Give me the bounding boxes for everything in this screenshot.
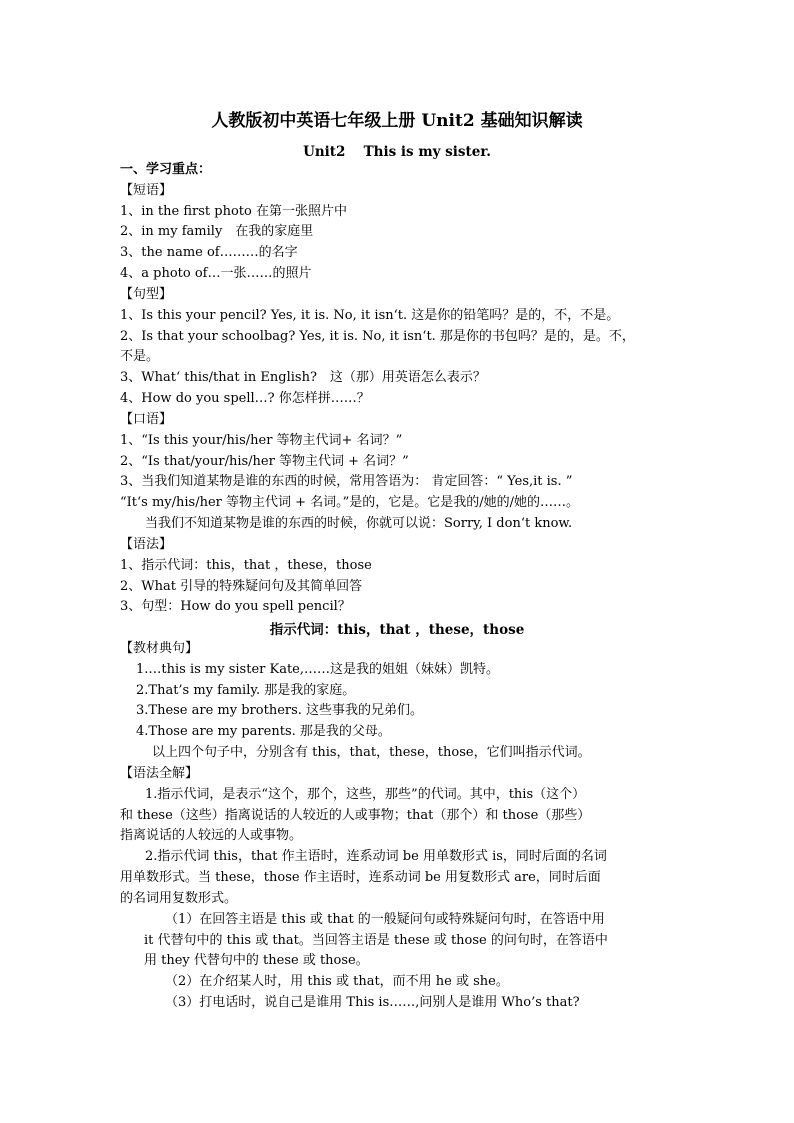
sentence-item: 4、How do you spell…? 你怎样拼……？ (120, 391, 370, 406)
phrase-item: 2、in my family 在我的家庭里 (120, 224, 314, 239)
sentence-item: 1、Is this your pencil? Yes, it is. No, it isn‘t. 这是你的铅笔吗？是的，不，不是。 (120, 308, 620, 323)
textbook-item: 3.These are my brothers. 这些事我的兄弟们。 (136, 703, 424, 718)
demonstrative-heading: 指示代词：this，that ，these，those (269, 622, 525, 638)
explanation-line: 的名词用复数形式。 (120, 891, 238, 906)
explanation-line: （3）打电话时，说自己是谁用 This is……,问别人是谁用 Who’s that? (165, 995, 580, 1010)
textbook-summary: 以上四个句子中，分别含有 this，that，these，those，它们叫指示代词。 (152, 745, 591, 760)
oral-item: 2、“Is that/your/his/her 等物主代词 + 名词？” (120, 454, 409, 469)
phrase-item: 1、in the first photo 在第一张照片中 (120, 204, 347, 219)
explanation-line: 1.指示代词，是表示“这个，那个，这些，那些”的代词。其中，this（这个） (145, 787, 586, 802)
sentence-item: 3、What‘ this/that in English? 这（那）用英语怎么表示？ (120, 370, 486, 385)
grammar-item: 3、句型：How do you spell pencil？ (120, 599, 351, 614)
phrases-heading: 【短语】 (120, 183, 173, 198)
textbook-item: 4.Those are my parents. 那是我的父母。 (136, 724, 391, 739)
sentence-item: 2、Is that your schoolbag? Yes, it is. No, it isn‘t. 那是你的书包吗？是的，是。不， (120, 329, 635, 344)
document-subtitle: Unit2 This is my sister. (303, 144, 491, 160)
oral-item: 3、当我们知道某物是谁的东西的时候，常用答语为： 肯定回答：“ Yes,it is. ” (120, 474, 573, 489)
explanation-line: （2）在介绍某人时，用 this 或 that，而不用 he 或 she。 (165, 974, 509, 989)
section1-heading: 一、学习重点： (120, 162, 212, 177)
phrase-item: 4、a photo of…一张……的照片 (120, 266, 312, 281)
explanation-line: 用单数形式。当 these，those 作主语时，连系动词 be 用复数形式 are，同时后面 (120, 870, 601, 885)
document-title: 人教版初中英语七年级上册 Unit2 基础知识解读 (211, 111, 583, 131)
phrase-item: 3、the name of………的名字 (120, 245, 298, 260)
explanation-heading: 【语法全解】 (120, 766, 199, 781)
explanation-line: it 代替句中的 this 或 that。当回答主语是 these 或 those 的问句时，在答语中 (144, 933, 608, 948)
textbook-heading: 【教材典句】 (120, 641, 199, 656)
oral-item: “It‘s my/his/her 等物主代词 + 名词。”是的，它是。它是我的/她的/她的……。 (120, 495, 580, 510)
explanation-line: 用 they 代替句中的 these 或 those。 (144, 953, 369, 968)
sentence-item: 不是。 (120, 349, 160, 364)
oral-item: 1、“Is this your/his/her 等物主代词+ 名词？” (120, 433, 403, 448)
grammar-item: 2、What 引导的特殊疑问句及其简单回答 (120, 579, 363, 594)
textbook-item: 1.…this is my sister Kate,……这是我的姐姐（妹妹）凯特。 (136, 662, 500, 677)
grammar-item: 1、指示代词：this，that ，these，those (120, 558, 372, 573)
explanation-line: 2.指示代词 this，that 作主语时，连系动词 be 用单数形式 is，同时后面的名词 (145, 849, 607, 864)
explanation-line: （1）在回答主语是 this 或 that 的一般疑问句或特殊疑问句时，在答语中用 (165, 912, 605, 927)
oral-heading: 【口语】 (120, 412, 173, 427)
explanation-line: 和 these（这些）指离说话的人较近的人或事物；that（那个）和 those（那些） (120, 808, 591, 823)
explanation-line: 指离说话的人较远的人或事物。 (120, 828, 303, 843)
sentences-heading: 【句型】 (120, 287, 173, 302)
oral-item: 当我们不知道某物是谁的东西的时候，你就可以说：Sorry, I don‘t know. (145, 516, 573, 531)
textbook-item: 2.That’s my family. 那是我的家庭。 (136, 683, 356, 698)
grammar-heading: 【语法】 (120, 537, 173, 552)
